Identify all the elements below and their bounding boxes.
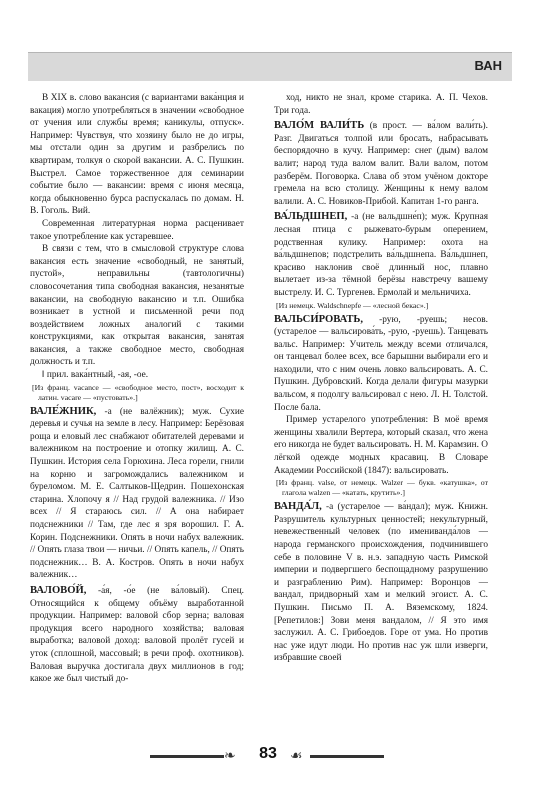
- footer-rule-right: [310, 755, 384, 758]
- header-guide-word: ВАН: [474, 58, 502, 73]
- dictionary-entry: [274, 211, 488, 299]
- entry-text: -а (не валёжник); муж. Сухие деревья и сучья на земле в лесу. Например: Берёзовая роща и еловый лес снабжают обитателей деревами и валежником на построение и отопку жилищ. А. С. Пушкин. История села Горюхина. Леса горели, гнили на корню и загромождались валежником и буреломом. М. Е. Салтыков-Щедрин. Пошехонская старина. Хлопочу я // Над грудой валежника. // Изо всех // Я стараюсь сил. // А она набирает подснежники // Там, где лес я зря ворошил. Г. А. Корин. Подснежники. Опять в ночи набух валежник. // Опять глаза твои — ничьи. // Опять капель, // Опять подснежник… В. А. Костров. Опять в ночи набух валежник…: [30, 406, 244, 581]
- page-number: 83: [259, 745, 277, 762]
- entry-text: -а (не вальдшне́п); муж. Крупная лесная птица с рыжевато-бурым оперением, родственная кулику. Например: охота на ва́льдшнепов; подстрелить ва́льдшнепа. Ва́льдшнеп, красиво наклонив своё длинный нос, плавно вылетает из-за тёмной берёзы навстречу вашему выстрелу. И. С. Тургенев. Ермолай и мельничиха.: [274, 212, 488, 298]
- entry-text: (в прост. — ва́лом вали́ть). Разг. Двигаться толпой или бросать, набрасывать беспорядочно в кучу. Например: снег (дым) валом валит; народ туда валом валит. Вали валом, потом разберём. Поговорка. Слава об этом учёном докторе гремела на всю столицу. Женщины к нему валом валили. А. С. Новиков-Прибой. Капитан 1-го ранга.: [274, 121, 488, 207]
- right-column: [274, 92, 488, 742]
- dictionary-entry: [30, 406, 244, 582]
- footer-ornament-right-icon: ☙: [290, 749, 303, 764]
- footer-ornament-left-icon: ❧: [224, 749, 236, 764]
- entry-headword: ВАЛО́М ВАЛИ́ТЬ: [274, 120, 365, 132]
- etymology-note: [Из франц. valse, от немецк. Walzer — букв. «катушка», от глагола walzen — «катать, крутить».]: [276, 478, 488, 498]
- dictionary-entry: [30, 585, 244, 686]
- etymology-note: [Из франц. vacance — «свободное место, пост», восходит к латин. vacare — «пустовать».]: [32, 382, 244, 402]
- entry-headword: ВАЛЬСИ́РОВАТЬ,: [274, 313, 364, 325]
- paragraph: Пример устарелого употребления: В моё время женщины хвалили Вертера, который сказал, что жена его никогда не будет вальсировать. Н. М. Карамзин. О лёгкой одежде модных красавиц. В Словаре Академии Российской (1847): вальсировать.: [274, 415, 488, 476]
- running-header: [28, 52, 512, 81]
- paragraph: ход, никто не знал, кроме старика. А. П. Чехов. Три года.: [274, 93, 488, 116]
- dictionary-entry: [274, 120, 488, 208]
- paragraph: В XIX в. слово вакансия (с вариантами вака́нция и вакация) могло употребляться в значении «свободное от учения или службы время; каникулы, отпуск». Например: Чувствуя, что хозяину было не до игры, мы отстали один за другим и разбрелись по квартирам, толкуя о скорой вакансии. А. С. Пушкин. Выстрел. Самое торжественное для семинарии событие было — вакансии: время с июня месяца, когда обыкновенно бурса распускалась по домам. Н. В. Гоголь. Вий.: [30, 93, 244, 217]
- dictionary-entry: [274, 501, 488, 665]
- entry-text: -а (устарелое — ва́ндал); муж. Книжн. Разрушитель культурных ценностей; некультурный, невежественный человек (по имениванда́лов — народа германского происхождения, подчинившего себе в половине V в. н.э. западную часть Римской империи и подвергшего беспощадному разрушению и разграблению Рим). Например: Воронцов — вандал, придворный хам и мелкий эгоист. А. С. Пушкин. Письмо П. А. Вяземскому, 1824. [Репетилов:] Зови меня вандалом, // Я это имя заслужил. А. С. Грибоедов. Горе от ума. Но против нас уже идут люди. Но против нас уж шли изверги, избравшие своей: [274, 502, 488, 664]
- entry-headword: ВА́ЛЬДШНЕП,: [274, 211, 348, 223]
- left-column: [30, 92, 244, 742]
- entry-headword: ВАЛЕ́ЖНИК,: [30, 405, 97, 417]
- paragraph: ‖ прил. вака́нтный, -ая, -ое.: [42, 370, 149, 381]
- entry-headword: ВАЛОВО́Й,: [30, 584, 87, 596]
- footer-rule-left: [150, 755, 224, 758]
- entry-headword: ВАНДА́Л,: [274, 501, 322, 513]
- entry-text: -рую, -руешь; несов. (устарелое — вальсирова́ть, -рую, -руешь). Танцевать вальс. Например: Учитель между всеми отличался, он танцевал более всех, все барышни выбирали его и находили, что с ним очень ловко вальсировать. А. С. Пушкин. Дубровский. Когда делали фигуры мазурки вальсом, я подолгу вальсировал с нею. Л. Н. Толстой. После бала.: [274, 314, 488, 413]
- paragraph: Современная литературная норма расценивает такое употребление как устаревшее.: [30, 218, 244, 242]
- entry-text: -а́я, -о́е (не ва́ловый). Спец. Относящийся к общему объёму выработанной продукции. Например: валовой сбор зерна; валовая продукция всего народного хозяйства; валовая выработка; валовой доход: валовой пролёт гусей и уток (сплошной, массовый; в речи проф. охотников). Валовая выручка достигала двух миллионов в год; какое же был чистый до-: [30, 585, 244, 685]
- page-footer: [0, 740, 534, 780]
- paragraph: В связи с тем, что в смысловой структуре слова вакансия есть значение «свободный, не занятый, пустой», неправильны (тавтологичны) словосочетания типа свободная вакансия, незанятые вакансии, на свободную вакансию и т.п. Ошибка возникает в устной и письменной речи под воздействием ложных аналогий с такими конструкциями, как открытая вакансия, занятая вакансия, а также свободное место, свободная должность и т.п.: [30, 244, 244, 368]
- dictionary-entry: [274, 314, 488, 415]
- etymology-note: [Из немецк. Waldschnepfe — «лесной бекас».]: [276, 300, 429, 310]
